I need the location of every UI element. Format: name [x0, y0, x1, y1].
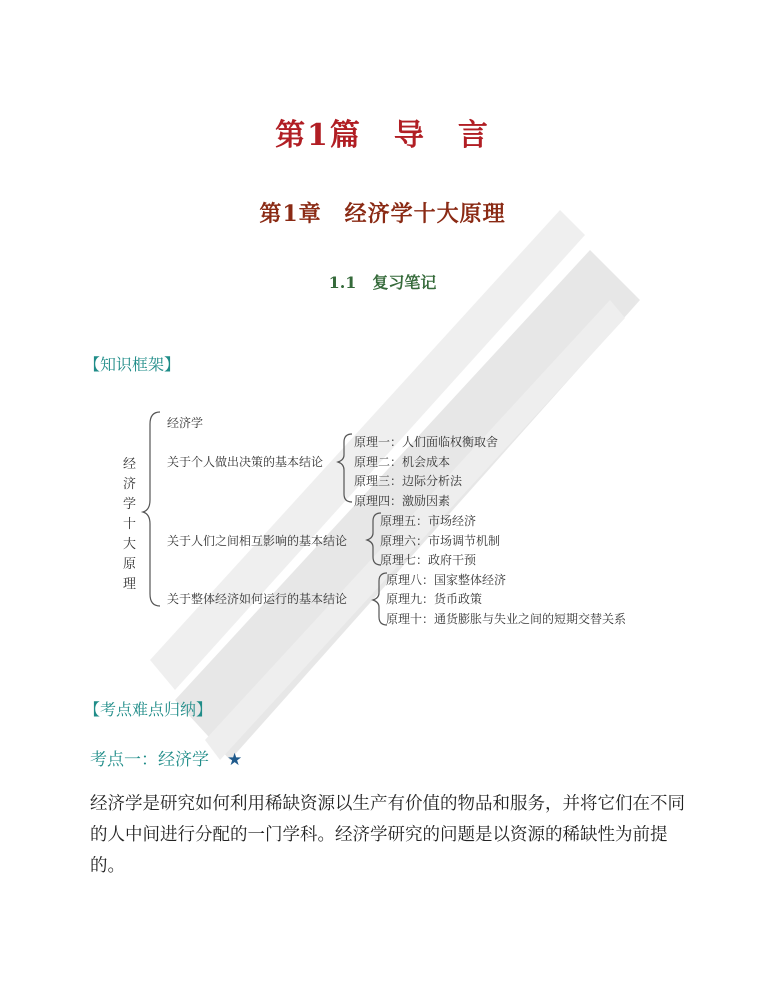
principle-3: 原理三：边际分析法: [354, 474, 463, 488]
chapter-title: 第1章 经济学十大原理: [259, 201, 506, 227]
root-char: 学: [123, 497, 137, 512]
key-point-1-body: 经济学是研究如何利用稀缺资源以生产有价值的物品和服务，并将它们在不同的人中间进行分配的一门学科。经济学研究的问题是以资源的稀缺性为前提的。: [90, 794, 685, 876]
principle-8: 原理八：国家整体经济: [386, 573, 507, 587]
key-points-heading: 【考点难点归纳】: [84, 700, 213, 719]
part-title: 第1篇 导 言: [275, 118, 490, 153]
section-title: 1.1 复习笔记: [328, 273, 437, 292]
brace-branch-2: [367, 513, 381, 565]
key-point-1-title: [90, 745, 242, 770]
principle-2: 原理二：机会成本: [354, 455, 451, 469]
principle-5: 原理五：市场经济: [380, 514, 477, 528]
root-char: 经: [123, 457, 137, 472]
root-char: 大: [123, 537, 137, 552]
branch-economics: 经济学: [167, 416, 204, 430]
root-char: 原: [123, 557, 137, 572]
principle-7: 原理七：政府干预: [380, 553, 477, 567]
principle-10: 原理十：通货膨胀与失业之间的短期交替关系: [386, 612, 627, 626]
root-char: 十: [123, 517, 137, 532]
brace-branch-3: [373, 573, 387, 625]
brace-branch-1: [338, 434, 352, 502]
branch-economy-as-whole: 关于整体经济如何运行的基本结论: [167, 592, 348, 606]
key-point-1-label: 考点一：经济学: [90, 750, 209, 770]
branch-individual-decisions: 关于个人做出决策的基本结论: [167, 455, 324, 469]
root-char: 济: [123, 477, 137, 492]
principle-1: 原理一：人们面临权衡取舍: [354, 435, 499, 449]
principle-4: 原理四：激励因素: [354, 494, 451, 508]
star-icon: ★: [227, 750, 243, 770]
knowledge-framework-heading: 【知识框架】: [84, 355, 181, 374]
principle-9: 原理九：货币政策: [386, 592, 483, 606]
root-char: 理: [123, 577, 137, 592]
branch-interactions: 关于人们之间相互影响的基本结论: [167, 534, 348, 548]
principle-6: 原理六：市场调节机制: [380, 534, 501, 548]
main-brace: [143, 412, 160, 606]
